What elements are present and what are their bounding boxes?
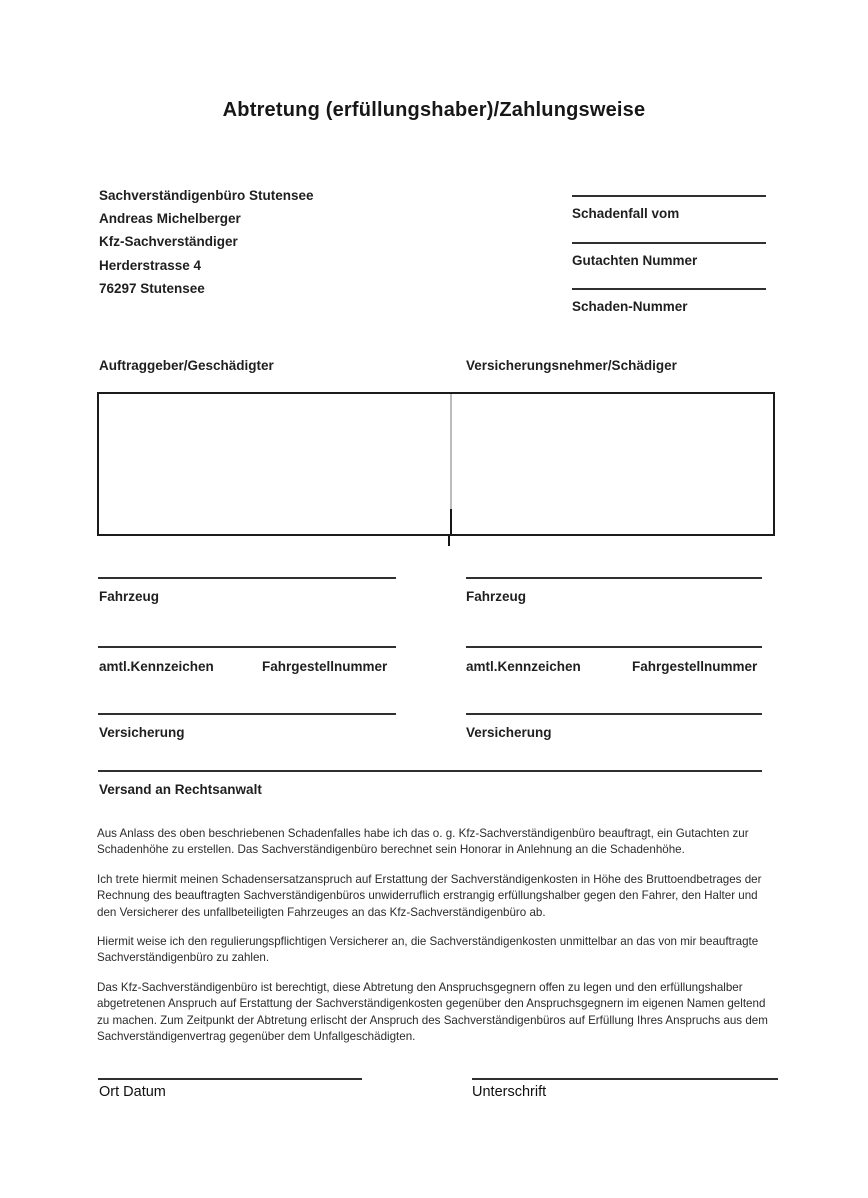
paragraph-disclosure: Das Kfz-Sachverständigenbüro ist berechtigt, diese Abtretung den Anspruchsgegnern offen zu legen und den erfüllungshalber abgetretenen Anspruch auf Erstattung der Sachverständigenkosten gegenüber den Anspruchsgegnern im eigenen Namen geltend zu machen. Zum Zeitpunkt der Abtretung erlischt der Anspruch des Sachverständigenbüros auf Erfüllung Ihres Anspruchs aus dem Sachverständigenvertrag gegenüber dem Unfallgeschädigten. xyxy=(97,980,768,1044)
client-column-header: Auftraggeber/Geschädigter xyxy=(99,358,274,373)
parties-box-divider-tick xyxy=(448,536,450,546)
page-title: Abtretung (erfüllungshaber)/Zahlungsweise xyxy=(222,99,646,121)
letterhead-city: 76297 Stutensee xyxy=(99,280,205,296)
fahrgestellnummer-right-label: Fahrgestellnummer xyxy=(632,659,758,674)
opponent-column-header: Versicherungsnehmer/Schädiger xyxy=(466,358,677,373)
ort-datum-label: Ort Datum xyxy=(99,1084,166,1100)
fahrzeug-right-blank-line xyxy=(466,577,762,579)
versicherung-left-label: Versicherung xyxy=(99,725,185,740)
letterhead-role: Kfz-Sachverständiger xyxy=(99,234,238,250)
gutachten-nummer-label: Gutachten Nummer xyxy=(572,253,698,268)
kennzeichen-right-label-pair xyxy=(466,658,757,676)
schadenfall-vom-label: Schadenfall vom xyxy=(572,206,680,221)
unterschrift-blank-line xyxy=(472,1078,778,1080)
letterhead-street: Herderstrasse 4 xyxy=(99,257,202,273)
kennzeichen-left-blank-line xyxy=(98,646,396,648)
versand-label: Versand an Rechtsanwalt xyxy=(99,782,262,797)
paragraph-payment-instruction: Hiermit weise ich den regulierungspflichtigen Versicherer an, die Sachverständigenkosten unmittelbar an das von mir beauftragte Sachverständigenbüro zu zahlen. xyxy=(97,935,759,965)
fahrgestellnummer-left-label: Fahrgestellnummer xyxy=(262,659,388,674)
schaden-nummer-blank-line xyxy=(572,288,766,290)
fahrzeug-right-label: Fahrzeug xyxy=(466,589,527,604)
terms-paragraphs xyxy=(97,826,777,1058)
paragraph-commission: Aus Anlass des oben beschriebenen Schadenfalles habe ich das o. g. Kfz-Sachverständigenbüro beauftragt, ein Gutachten zur Schadenhöhe zu erstellen. Das Sachverständigenbüro berechnet sein Honorar in Anlehnung an die Schadenhöhe. xyxy=(97,827,749,857)
kennzeichen-left-label: amtl.Kennzeichen xyxy=(99,659,214,674)
gutachten-nummer-blank-line xyxy=(572,242,766,244)
versicherung-right-blank-line xyxy=(466,713,762,715)
fahrzeug-left-label: Fahrzeug xyxy=(99,589,160,604)
versicherung-right-label: Versicherung xyxy=(466,725,552,740)
kennzeichen-right-blank-line xyxy=(466,646,762,648)
kennzeichen-right-label: amtl.Kennzeichen xyxy=(466,659,581,674)
parties-box-divider xyxy=(450,394,452,534)
kennzeichen-left-label-pair xyxy=(99,658,387,676)
letterhead-person-name: Andreas Michelberger xyxy=(99,211,241,227)
ort-datum-blank-line xyxy=(98,1078,362,1080)
schaden-nummer-label: Schaden-Nummer xyxy=(572,299,688,314)
versand-blank-line xyxy=(98,770,762,772)
letterhead-block xyxy=(99,184,314,300)
fahrzeug-left-blank-line xyxy=(98,577,396,579)
parties-box xyxy=(97,392,775,536)
paragraph-assignment: Ich trete hiermit meinen Schadensersatzanspruch auf Erstattung der Sachverständigenkosten in Höhe des Bruttoendbetrages der Rechnung des beauftragten Sachverständigenbüros unwiderruflich erstrangig erfüllungshalber gegen den Fahrer, den Halter und den Versicherer des unfallbeteiligten Fahrzeuges an das Kfz-Sachverständigenbüro ab. xyxy=(97,872,762,919)
versicherung-left-blank-line xyxy=(98,713,396,715)
unterschrift-label: Unterschrift xyxy=(472,1084,547,1100)
schadenfall-vom-blank-line xyxy=(572,195,766,197)
letterhead-office-name: Sachverständigenbüro Stutensee xyxy=(99,188,314,203)
